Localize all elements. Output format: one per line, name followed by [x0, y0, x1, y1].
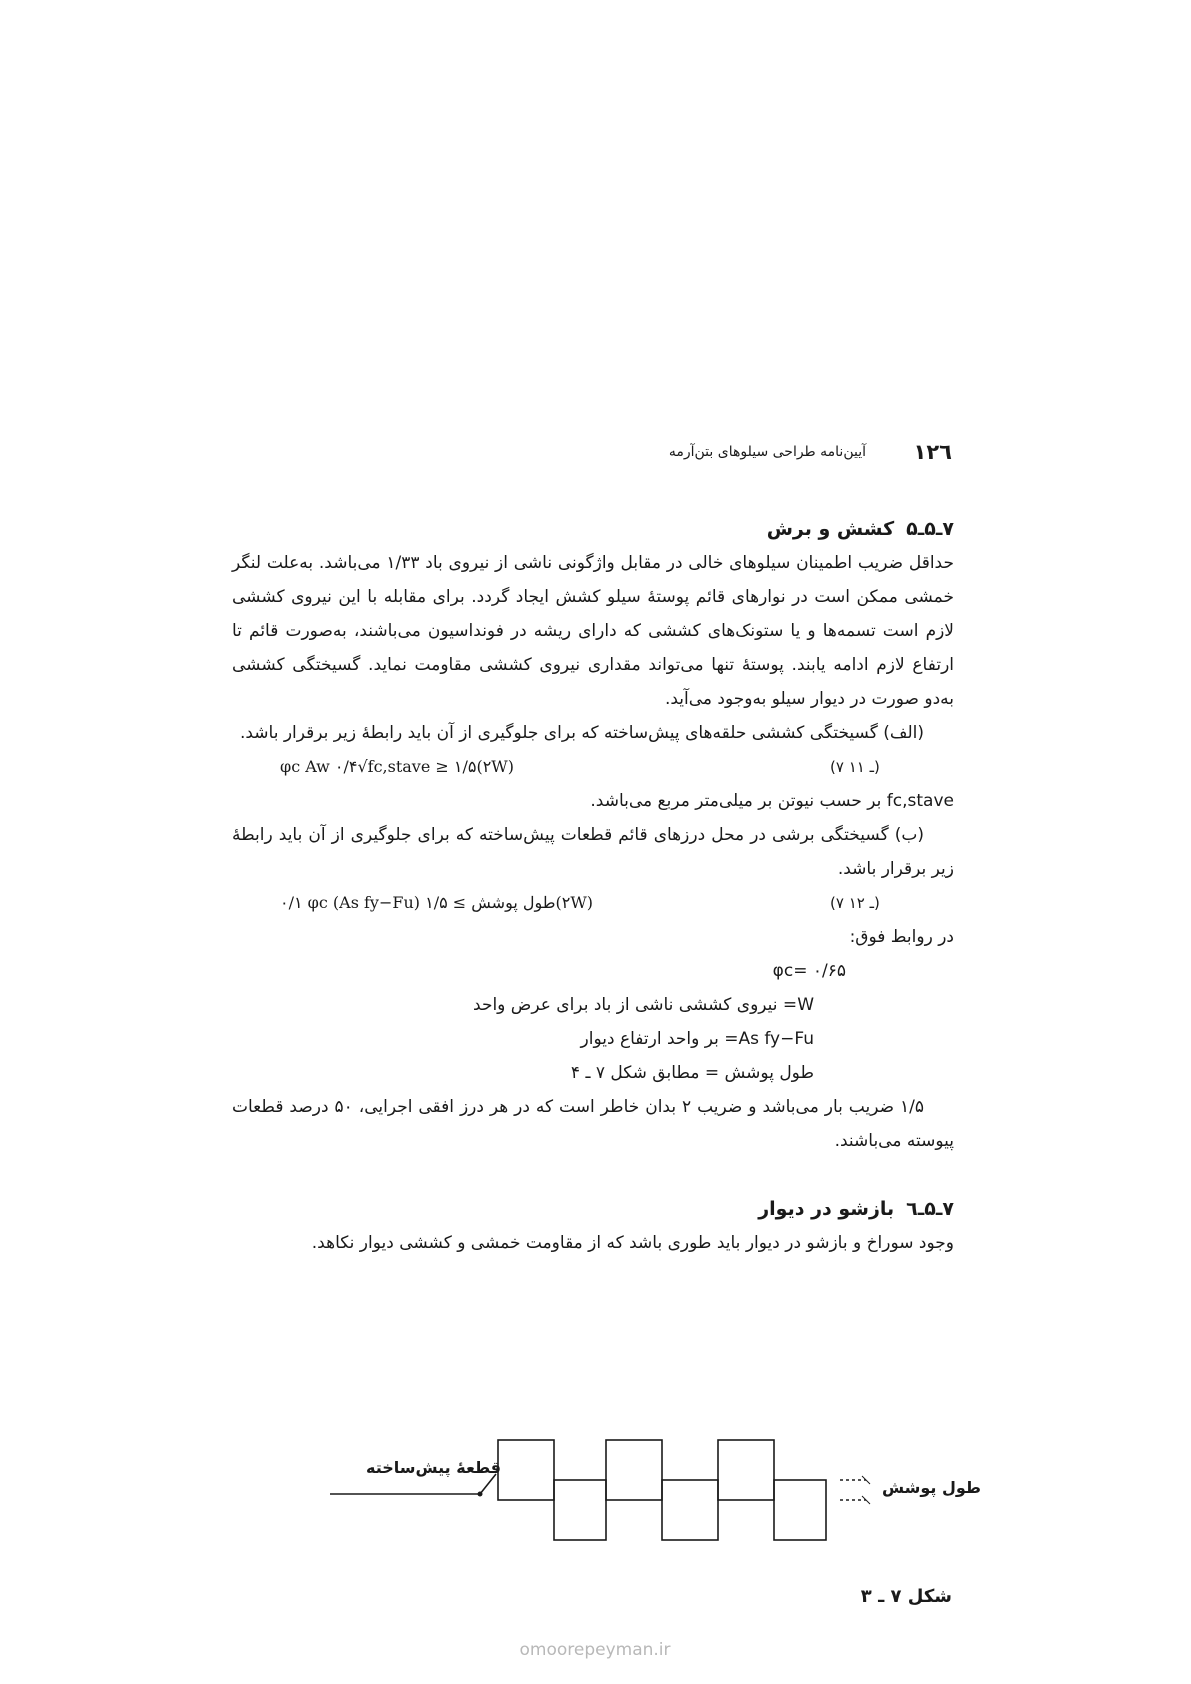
definition-line: As fy−Fu= بر واحد ارتفاع دیوار [580, 1029, 814, 1049]
section-number: ۷ـ۵ـ۵ [906, 518, 954, 540]
page-header [236, 440, 952, 474]
section-heading-5-5 [232, 512, 954, 546]
stave-lower [662, 1480, 718, 1540]
main-content [232, 512, 954, 1260]
page-number: ۱۲٦ [913, 440, 952, 464]
precast-leader-bend [480, 1474, 496, 1494]
body-paragraph: وجود سوراخ و بازشو در دیوار باید طوری باشد که از مقاومت خمشی و کششی دیوار نکاهد. [311, 1233, 954, 1253]
where-label: در روابط فوق: [849, 927, 954, 947]
stave-lower [774, 1480, 826, 1540]
equation-7-11 [232, 750, 954, 784]
definition-line: φc= ۰/۶۵ [772, 961, 846, 981]
definition-line: طول پوشش = مطابق شکل ۷ ـ ۴ [570, 1063, 814, 1083]
section-title: بازشو در دیوار [758, 1198, 895, 1220]
watermark-text: omoorepeyman.ir [519, 1640, 671, 1660]
equation-note: fc,stave بر حسب نیوتن بر میلی‌متر مربع می‌باشد. [590, 791, 954, 811]
item-b-paragraph: (ب) گسیختگی برشی در محل درزهای قائم قطعات پیش‌ساخته که برای جلوگیری از آن باید رابطهٔ زیر برقرار باشد. [232, 825, 954, 879]
stave-upper [606, 1440, 662, 1500]
section-heading-5-6 [232, 1192, 954, 1226]
stave-diagram [330, 1420, 960, 1560]
section-spacer [232, 1158, 954, 1192]
equation-expression: φc Aw ۰/۴√fc,stave ≥ ۱/۵(۲W) [280, 757, 514, 776]
equation-7-12 [232, 886, 954, 920]
stave-upper [718, 1440, 774, 1500]
section-number: ۷ـ۵ـ٦ [906, 1198, 954, 1220]
body-paragraph: حداقل ضریب اطمینان سیلوهای خالی در مقابل واژگونی ناشی از نیروی باد ۱/۳۳ می‌باشد. به‌علت لنگر خمشی ممکن است در نوارهای قائم پوستهٔ سیلو کشش ایجاد گردد. برای مقابله با این نیروی کششی لازم است تسمه‌ها و یا ستونک‌های کششی که دارای ریشه در فونداسیون می‌باشند، به‌صورت قائم تا ارتفاع لازم ادامه یابند. پوستهٔ تنها می‌تواند مقداری نیروی کششی مقاومت نماید. گسیختگی کششی به‌دو صورت در دیوار سیلو به‌وجود می‌آید. [232, 553, 954, 709]
overlap-length-label: طول پوشش [882, 1478, 981, 1497]
overlap-tick [862, 1476, 870, 1484]
running-title: آیین‌نامه طراحی سیلوهای بتن‌آرمه [668, 444, 866, 460]
equation-number: (۷ ـ ۱۱) [830, 758, 880, 776]
equation-number: (۷ ـ ۱۲) [830, 894, 880, 912]
section-title: کشش و برش [766, 518, 895, 540]
leader-dot [478, 1492, 483, 1497]
stave-upper [498, 1440, 554, 1500]
item-a-paragraph: (الف) گسیختگی کششی حلقه‌های پیش‌ساخته که برای جلوگیری از آن باید رابطهٔ زیر برقرار باشد. [239, 723, 924, 743]
figure-caption: شکل ۷ ـ ۳ [860, 1586, 952, 1607]
closing-paragraph: ۱/۵ ضریب بار می‌باشد و ضریب ۲ بدان خاطر است که در هر درز افقی اجرایی، ۵۰ درصد قطعات پیوسته می‌باشند. [232, 1097, 954, 1151]
stave-figure [330, 1420, 981, 1560]
equation-expression: ۰/۱ φc (As fy−Fu) طول پوشش ≥ ۱/۵(۲W) [280, 893, 594, 912]
precast-stave-label: قطعهٔ پیش‌ساخته [366, 1458, 502, 1477]
definition-line: W= نیروی کششی ناشی از باد برای عرض واحد [473, 995, 814, 1015]
overlap-tick [862, 1496, 870, 1504]
stave-lower [554, 1480, 606, 1540]
